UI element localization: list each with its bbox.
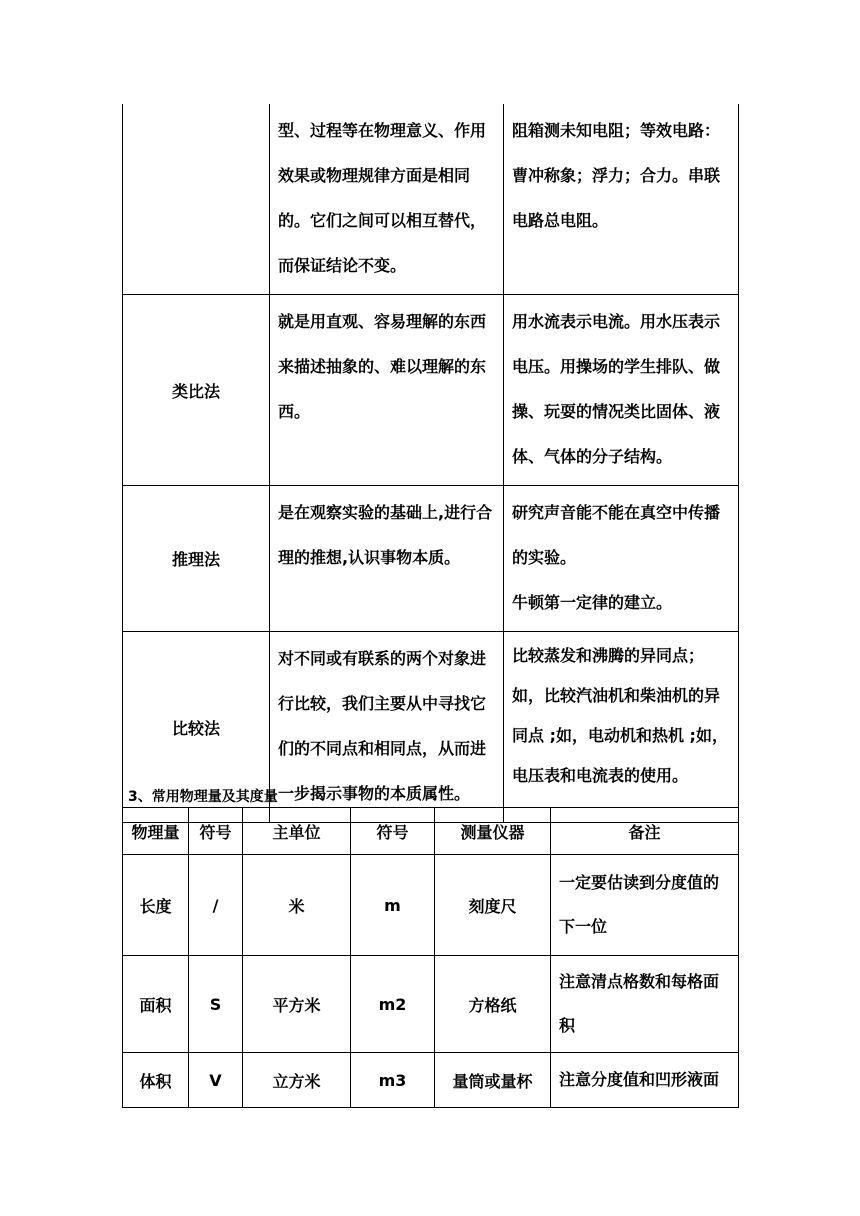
unit-cell: 立方米: [243, 1053, 351, 1108]
note-cell: 注意清点格数和每格面积: [551, 956, 739, 1053]
table-row: [123, 956, 739, 1053]
symbol-cell: S: [189, 956, 243, 1053]
method-definition-cell: 对不同或有联系的两个对象进行比较，我们主要从中寻找它们的不同点和相同点，从而进一步揭示事物的本质属性。: [270, 632, 504, 823]
method-name-cell: 类比法: [123, 295, 270, 486]
column-header: 主单位: [243, 808, 351, 855]
column-header: 备注: [551, 808, 739, 855]
method-name-cell: 比较法: [123, 632, 270, 823]
example-line: 研究声音能不能在真空中传播的实验。: [512, 503, 721, 567]
column-header: 物理量: [123, 808, 189, 855]
column-header: 测量仪器: [435, 808, 551, 855]
table-row: [123, 1053, 739, 1108]
unit-symbol-cell: m: [351, 855, 435, 956]
section-heading: 3、常用物理量及其度量: [128, 789, 278, 805]
column-header: 符号: [189, 808, 243, 855]
unit-symbol-cell: m3: [351, 1053, 435, 1108]
table-row: [123, 855, 739, 956]
method-examples-cell: 阻箱测未知电阻；等效电路：曹冲称象；浮力；合力。串联电路总电阻。: [504, 104, 739, 295]
quantity-cell: 体积: [123, 1053, 189, 1108]
quantity-cell: 长度: [123, 855, 189, 956]
method-name-cell: 推理法: [123, 486, 270, 632]
quantities-table: [122, 807, 739, 1108]
instrument-cell: 刻度尺: [435, 855, 551, 956]
method-name-cell: [123, 104, 270, 295]
symbol-cell: V: [189, 1053, 243, 1108]
unit-cell: 平方米: [243, 956, 351, 1053]
unit-cell: 米: [243, 855, 351, 956]
method-definition-cell: 是在观察实验的基础上,进行合理的推想,认识事物本质。: [270, 486, 504, 632]
method-definition-cell: 型、过程等在物理意义、作用效果或物理规律方面是相同的。它们之间可以相互替代，而保证结论不变。: [270, 104, 504, 295]
instrument-cell: 方格纸: [435, 956, 551, 1053]
method-definition-cell: 就是用直观、容易理解的东西来描述抽象的、难以理解的东西。: [270, 295, 504, 486]
column-header: 符号: [351, 808, 435, 855]
method-examples-cell: 用水流表示电流。用水压表示电压。用操场的学生排队、做操、玩耍的情况类比固体、液体、气体的分子结构。: [504, 295, 739, 486]
table-row: [123, 104, 739, 295]
methods-table: [122, 104, 739, 823]
note-cell: 一定要估读到分度值的下一位: [551, 855, 739, 956]
symbol-cell: /: [189, 855, 243, 956]
quantity-cell: 面积: [123, 956, 189, 1053]
table-row: [123, 295, 739, 486]
instrument-cell: 量筒或量杯: [435, 1053, 551, 1108]
example-line: 牛顿第一定律的建立。: [512, 593, 673, 612]
unit-symbol-cell: m2: [351, 956, 435, 1053]
note-cell: 注意分度值和凹形液面: [551, 1053, 739, 1108]
table-row: [123, 486, 739, 632]
method-examples-cell: 比较蒸发和沸腾的异同点；如，比较汽油机和柴油机的异同点 ;如，电动机和热机 ;如，电压表和电流表的使用。: [504, 632, 739, 823]
method-examples-cell: [504, 486, 739, 632]
table-header-row: [123, 808, 739, 855]
